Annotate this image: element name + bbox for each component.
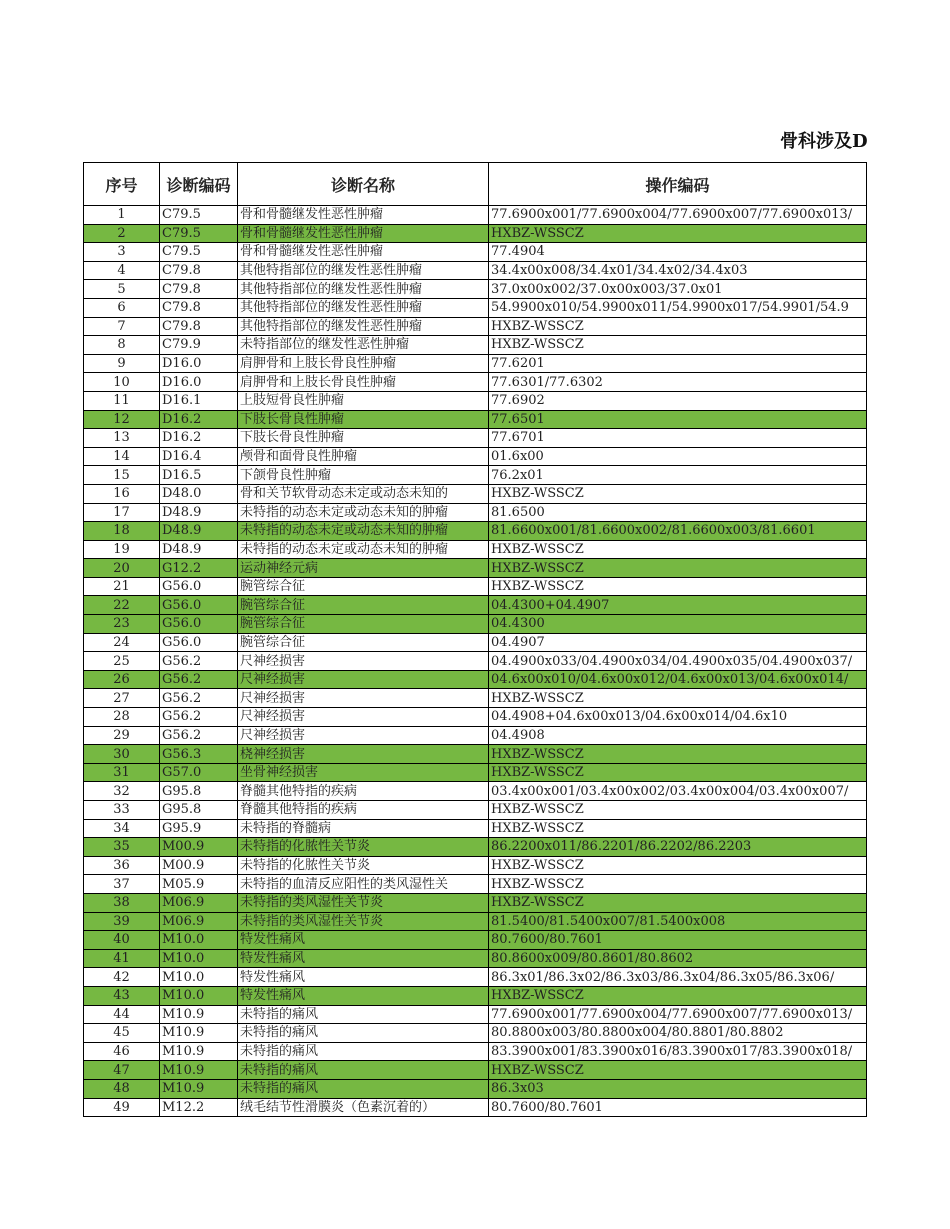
table-row xyxy=(84,615,867,634)
table-body xyxy=(84,206,867,1117)
cell-diagnosis-code: M10.0 xyxy=(160,949,238,968)
cell-operation-code: HXBZ-WSSCZ xyxy=(489,856,867,875)
cell-diagnosis-name: 特发性痛风 xyxy=(238,986,489,1005)
cell-index: 25 xyxy=(84,652,160,671)
table-row xyxy=(84,503,867,522)
cell-operation-code: HXBZ-WSSCZ xyxy=(489,689,867,708)
table-row xyxy=(84,745,867,764)
cell-index: 4 xyxy=(84,261,160,280)
cell-diagnosis-name: 上肢短骨良性肿瘤 xyxy=(238,391,489,410)
table-row xyxy=(84,447,867,466)
cell-diagnosis-name: 未特指的脊髓病 xyxy=(238,819,489,838)
cell-diagnosis-code: C79.5 xyxy=(160,224,238,243)
cell-index: 47 xyxy=(84,1061,160,1080)
table-row xyxy=(84,986,867,1005)
cell-diagnosis-code: G95.9 xyxy=(160,819,238,838)
cell-diagnosis-code: C79.5 xyxy=(160,243,238,262)
cell-index: 17 xyxy=(84,503,160,522)
cell-operation-code: HXBZ-WSSCZ xyxy=(489,336,867,355)
cell-operation-code: HXBZ-WSSCZ xyxy=(489,819,867,838)
table-row xyxy=(84,949,867,968)
table-row xyxy=(84,819,867,838)
cell-diagnosis-name: 腕管综合征 xyxy=(238,633,489,652)
cell-index: 11 xyxy=(84,391,160,410)
cell-index: 42 xyxy=(84,968,160,987)
cell-diagnosis-name: 特发性痛风 xyxy=(238,931,489,950)
cell-diagnosis-code: M10.0 xyxy=(160,931,238,950)
cell-diagnosis-name: 特发性痛风 xyxy=(238,949,489,968)
table-row xyxy=(84,224,867,243)
cell-diagnosis-code: G56.2 xyxy=(160,689,238,708)
cell-diagnosis-name: 尺神经损害 xyxy=(238,652,489,671)
cell-operation-code: HXBZ-WSSCZ xyxy=(489,540,867,559)
cell-operation-code: HXBZ-WSSCZ xyxy=(489,986,867,1005)
cell-diagnosis-code: D16.2 xyxy=(160,410,238,429)
cell-index: 19 xyxy=(84,540,160,559)
cell-operation-code: 54.9900x010/54.9900x011/54.9900x017/54.9901/54.9 xyxy=(489,298,867,317)
cell-operation-code: 04.4300+04.4907 xyxy=(489,596,867,615)
cell-diagnosis-name: 运动神经元病 xyxy=(238,559,489,578)
cell-diagnosis-name: 肩胛骨和上肢长骨良性肿瘤 xyxy=(238,373,489,392)
table-row xyxy=(84,522,867,541)
cell-diagnosis-name: 尺神经损害 xyxy=(238,689,489,708)
table-row xyxy=(84,652,867,671)
cell-operation-code: 03.4x00x001/03.4x00x002/03.4x00x004/03.4x00x007/ xyxy=(489,782,867,801)
cell-operation-code: 77.6902 xyxy=(489,391,867,410)
cell-diagnosis-code: M06.9 xyxy=(160,893,238,912)
cell-diagnosis-name: 下肢长骨良性肿瘤 xyxy=(238,429,489,448)
cell-diagnosis-code: D16.0 xyxy=(160,373,238,392)
table-row xyxy=(84,540,867,559)
cell-operation-code: 04.4907 xyxy=(489,633,867,652)
cell-diagnosis-name: 未特指的动态未定或动态未知的肿瘤 xyxy=(238,540,489,559)
table-row xyxy=(84,298,867,317)
table-row xyxy=(84,763,867,782)
cell-operation-code: 80.8800x003/80.8800x004/80.8801/80.8802 xyxy=(489,1024,867,1043)
cell-operation-code: 81.5400/81.5400x007/81.5400x008 xyxy=(489,912,867,931)
table-row xyxy=(84,243,867,262)
cell-diagnosis-code: D16.5 xyxy=(160,466,238,485)
cell-diagnosis-name: 骨和关节软骨动态未定或动态未知的 xyxy=(238,484,489,503)
cell-index: 21 xyxy=(84,577,160,596)
cell-diagnosis-name: 肩胛骨和上肢长骨良性肿瘤 xyxy=(238,354,489,373)
cell-operation-code: 77.6900x001/77.6900x004/77.6900x007/77.6900x013/ xyxy=(489,206,867,225)
table-row xyxy=(84,856,867,875)
cell-index: 34 xyxy=(84,819,160,838)
cell-diagnosis-name: 未特指的血清反应阳性的类风湿性关 xyxy=(238,875,489,894)
cell-diagnosis-code: C79.8 xyxy=(160,317,238,336)
cell-diagnosis-code: C79.8 xyxy=(160,280,238,299)
cell-diagnosis-code: D48.9 xyxy=(160,522,238,541)
cell-index: 3 xyxy=(84,243,160,262)
cell-diagnosis-name: 其他特指部位的继发性恶性肿瘤 xyxy=(238,280,489,299)
cell-diagnosis-name: 骨和骨髓继发性恶性肿瘤 xyxy=(238,224,489,243)
table-row xyxy=(84,354,867,373)
cell-diagnosis-code: M10.9 xyxy=(160,1042,238,1061)
cell-operation-code: 81.6600x001/81.6600x002/81.6600x003/81.6601 xyxy=(489,522,867,541)
cell-diagnosis-code: D16.0 xyxy=(160,354,238,373)
cell-diagnosis-name: 未特指的化脓性关节炎 xyxy=(238,838,489,857)
cell-index: 15 xyxy=(84,466,160,485)
table-row xyxy=(84,893,867,912)
cell-index: 26 xyxy=(84,670,160,689)
cell-operation-code: 77.6701 xyxy=(489,429,867,448)
page-title: 骨科涉及D xyxy=(780,131,868,151)
cell-diagnosis-name: 未特指的痛风 xyxy=(238,1061,489,1080)
cell-index: 24 xyxy=(84,633,160,652)
table-row xyxy=(84,391,867,410)
cell-index: 35 xyxy=(84,838,160,857)
cell-diagnosis-name: 腕管综合征 xyxy=(238,577,489,596)
cell-diagnosis-name: 其他特指部位的继发性恶性肿瘤 xyxy=(238,317,489,336)
cell-operation-code: HXBZ-WSSCZ xyxy=(489,577,867,596)
cell-operation-code: 04.4908+04.6x00x013/04.6x00x014/04.6x10 xyxy=(489,708,867,727)
cell-index: 16 xyxy=(84,484,160,503)
diagnosis-table xyxy=(83,162,867,1117)
cell-diagnosis-name: 未特指的动态未定或动态未知的肿瘤 xyxy=(238,522,489,541)
cell-diagnosis-name: 下颌骨良性肿瘤 xyxy=(238,466,489,485)
cell-diagnosis-code: D16.1 xyxy=(160,391,238,410)
cell-diagnosis-code: D16.2 xyxy=(160,429,238,448)
cell-diagnosis-code: G56.0 xyxy=(160,596,238,615)
cell-operation-code: 77.6900x001/77.6900x004/77.6900x007/77.6900x013/ xyxy=(489,1005,867,1024)
cell-index: 18 xyxy=(84,522,160,541)
cell-operation-code: 80.8600x009/80.8601/80.8602 xyxy=(489,949,867,968)
cell-operation-code: 77.6201 xyxy=(489,354,867,373)
cell-diagnosis-name: 尺神经损害 xyxy=(238,708,489,727)
table-row xyxy=(84,689,867,708)
cell-index: 30 xyxy=(84,745,160,764)
cell-diagnosis-code: M05.9 xyxy=(160,875,238,894)
table-row xyxy=(84,429,867,448)
cell-operation-code: HXBZ-WSSCZ xyxy=(489,893,867,912)
cell-operation-code: 81.6500 xyxy=(489,503,867,522)
cell-diagnosis-code: G56.3 xyxy=(160,745,238,764)
table-row xyxy=(84,968,867,987)
cell-diagnosis-name: 其他特指部位的继发性恶性肿瘤 xyxy=(238,298,489,317)
table-row xyxy=(84,708,867,727)
table-row xyxy=(84,559,867,578)
cell-diagnosis-name: 骨和骨髓继发性恶性肿瘤 xyxy=(238,206,489,225)
table-row xyxy=(84,317,867,336)
table-row xyxy=(84,912,867,931)
cell-operation-code: 80.7600/80.7601 xyxy=(489,1098,867,1117)
cell-operation-code: 77.4904 xyxy=(489,243,867,262)
table-header-row xyxy=(84,163,867,206)
table-row xyxy=(84,726,867,745)
cell-index: 22 xyxy=(84,596,160,615)
cell-diagnosis-code: G56.0 xyxy=(160,577,238,596)
cell-index: 39 xyxy=(84,912,160,931)
cell-diagnosis-name: 绒毛结节性滑膜炎（色素沉着的） xyxy=(238,1098,489,1117)
cell-diagnosis-code: G56.0 xyxy=(160,615,238,634)
cell-diagnosis-name: 未特指的类风湿性关节炎 xyxy=(238,912,489,931)
cell-diagnosis-code: C79.8 xyxy=(160,298,238,317)
cell-operation-code: HXBZ-WSSCZ xyxy=(489,559,867,578)
cell-index: 10 xyxy=(84,373,160,392)
cell-diagnosis-name: 尺神经损害 xyxy=(238,726,489,745)
cell-diagnosis-code: G95.8 xyxy=(160,801,238,820)
header-operation-code: 操作编码 xyxy=(489,163,867,206)
cell-diagnosis-code: G56.2 xyxy=(160,670,238,689)
cell-diagnosis-code: M06.9 xyxy=(160,912,238,931)
cell-index: 6 xyxy=(84,298,160,317)
cell-diagnosis-name: 未特指的痛风 xyxy=(238,1079,489,1098)
cell-operation-code: HXBZ-WSSCZ xyxy=(489,875,867,894)
cell-index: 32 xyxy=(84,782,160,801)
cell-diagnosis-code: D48.0 xyxy=(160,484,238,503)
cell-operation-code: 86.3x01/86.3x02/86.3x03/86.3x04/86.3x05/86.3x06/ xyxy=(489,968,867,987)
table-row xyxy=(84,670,867,689)
table-row xyxy=(84,1079,867,1098)
cell-diagnosis-code: M10.0 xyxy=(160,986,238,1005)
cell-diagnosis-code: M10.9 xyxy=(160,1061,238,1080)
cell-operation-code: 34.4x00x008/34.4x01/34.4x02/34.4x03 xyxy=(489,261,867,280)
header-index: 序号 xyxy=(84,163,160,206)
table-row xyxy=(84,1042,867,1061)
table-row xyxy=(84,206,867,225)
cell-index: 33 xyxy=(84,801,160,820)
cell-operation-code: 37.0x00x002/37.0x00x003/37.0x01 xyxy=(489,280,867,299)
table-row xyxy=(84,336,867,355)
cell-diagnosis-code: D48.9 xyxy=(160,540,238,559)
cell-diagnosis-name: 未特指的痛风 xyxy=(238,1024,489,1043)
cell-operation-code: HXBZ-WSSCZ xyxy=(489,801,867,820)
cell-diagnosis-code: G95.8 xyxy=(160,782,238,801)
table-row xyxy=(84,838,867,857)
table-row xyxy=(84,931,867,950)
table-row xyxy=(84,466,867,485)
cell-diagnosis-code: C79.8 xyxy=(160,261,238,280)
cell-operation-code: HXBZ-WSSCZ xyxy=(489,317,867,336)
cell-diagnosis-name: 腕管综合征 xyxy=(238,596,489,615)
table-row xyxy=(84,782,867,801)
cell-operation-code: HXBZ-WSSCZ xyxy=(489,224,867,243)
cell-diagnosis-name: 未特指的痛风 xyxy=(238,1005,489,1024)
cell-diagnosis-name: 脊髓其他特指的疾病 xyxy=(238,782,489,801)
cell-operation-code: HXBZ-WSSCZ xyxy=(489,484,867,503)
cell-index: 14 xyxy=(84,447,160,466)
cell-operation-code: 04.6x00x010/04.6x00x012/04.6x00x013/04.6x00x014/ xyxy=(489,670,867,689)
cell-index: 46 xyxy=(84,1042,160,1061)
cell-diagnosis-name: 腕管综合征 xyxy=(238,615,489,634)
cell-diagnosis-code: G56.2 xyxy=(160,726,238,745)
cell-diagnosis-name: 骨和骨髓继发性恶性肿瘤 xyxy=(238,243,489,262)
cell-diagnosis-name: 其他特指部位的继发性恶性肿瘤 xyxy=(238,261,489,280)
cell-diagnosis-code: M00.9 xyxy=(160,838,238,857)
cell-diagnosis-code: M10.0 xyxy=(160,968,238,987)
table-row xyxy=(84,875,867,894)
cell-index: 49 xyxy=(84,1098,160,1117)
cell-diagnosis-name: 未特指部位的继发性恶性肿瘤 xyxy=(238,336,489,355)
cell-diagnosis-code: M10.9 xyxy=(160,1079,238,1098)
cell-index: 38 xyxy=(84,893,160,912)
cell-index: 41 xyxy=(84,949,160,968)
cell-operation-code: 04.4908 xyxy=(489,726,867,745)
cell-operation-code: 86.2200x011/86.2201/86.2202/86.2203 xyxy=(489,838,867,857)
cell-operation-code: 83.3900x001/83.3900x016/83.3900x017/83.3900x018/ xyxy=(489,1042,867,1061)
cell-index: 31 xyxy=(84,763,160,782)
cell-diagnosis-code: C79.5 xyxy=(160,206,238,225)
cell-index: 2 xyxy=(84,224,160,243)
cell-index: 7 xyxy=(84,317,160,336)
cell-operation-code: 76.2x01 xyxy=(489,466,867,485)
cell-index: 44 xyxy=(84,1005,160,1024)
cell-index: 43 xyxy=(84,986,160,1005)
cell-diagnosis-name: 颅骨和面骨良性肿瘤 xyxy=(238,447,489,466)
cell-operation-code: 04.4900x033/04.4900x034/04.4900x035/04.4900x037/ xyxy=(489,652,867,671)
table-row xyxy=(84,280,867,299)
cell-diagnosis-name: 未特指的动态未定或动态未知的肿瘤 xyxy=(238,503,489,522)
cell-index: 1 xyxy=(84,206,160,225)
cell-diagnosis-name: 未特指的痛风 xyxy=(238,1042,489,1061)
table-row xyxy=(84,261,867,280)
cell-diagnosis-name: 未特指的类风湿性关节炎 xyxy=(238,893,489,912)
table-row xyxy=(84,801,867,820)
cell-index: 48 xyxy=(84,1079,160,1098)
cell-operation-code: 86.3x03 xyxy=(489,1079,867,1098)
cell-operation-code: 77.6301/77.6302 xyxy=(489,373,867,392)
cell-diagnosis-code: C79.9 xyxy=(160,336,238,355)
cell-diagnosis-code: D16.4 xyxy=(160,447,238,466)
table-row xyxy=(84,410,867,429)
cell-operation-code: 04.4300 xyxy=(489,615,867,634)
cell-diagnosis-name: 桡神经损害 xyxy=(238,745,489,764)
cell-index: 36 xyxy=(84,856,160,875)
cell-diagnosis-code: G12.2 xyxy=(160,559,238,578)
cell-diagnosis-code: M10.9 xyxy=(160,1024,238,1043)
cell-index: 28 xyxy=(84,708,160,727)
cell-operation-code: HXBZ-WSSCZ xyxy=(489,745,867,764)
cell-index: 40 xyxy=(84,931,160,950)
cell-operation-code: 01.6x00 xyxy=(489,447,867,466)
cell-index: 13 xyxy=(84,429,160,448)
cell-diagnosis-code: M10.9 xyxy=(160,1005,238,1024)
table-row xyxy=(84,1005,867,1024)
cell-diagnosis-name: 下肢长骨良性肿瘤 xyxy=(238,410,489,429)
table-row xyxy=(84,484,867,503)
cell-index: 45 xyxy=(84,1024,160,1043)
cell-index: 23 xyxy=(84,615,160,634)
cell-index: 20 xyxy=(84,559,160,578)
table-row xyxy=(84,1024,867,1043)
cell-index: 12 xyxy=(84,410,160,429)
cell-diagnosis-code: G56.2 xyxy=(160,708,238,727)
table-row xyxy=(84,596,867,615)
cell-index: 8 xyxy=(84,336,160,355)
cell-diagnosis-code: G56.2 xyxy=(160,652,238,671)
cell-diagnosis-code: G57.0 xyxy=(160,763,238,782)
header-diagnosis-name: 诊断名称 xyxy=(238,163,489,206)
cell-index: 37 xyxy=(84,875,160,894)
cell-index: 27 xyxy=(84,689,160,708)
table-row xyxy=(84,577,867,596)
cell-diagnosis-code: M00.9 xyxy=(160,856,238,875)
cell-index: 5 xyxy=(84,280,160,299)
cell-index: 9 xyxy=(84,354,160,373)
header-diagnosis-code: 诊断编码 xyxy=(160,163,238,206)
cell-diagnosis-name: 脊髓其他特指的疾病 xyxy=(238,801,489,820)
cell-diagnosis-code: G56.0 xyxy=(160,633,238,652)
cell-diagnosis-name: 未特指的化脓性关节炎 xyxy=(238,856,489,875)
table-row xyxy=(84,373,867,392)
cell-diagnosis-name: 特发性痛风 xyxy=(238,968,489,987)
table-row xyxy=(84,1098,867,1117)
cell-operation-code: HXBZ-WSSCZ xyxy=(489,763,867,782)
cell-operation-code: 80.7600/80.7601 xyxy=(489,931,867,950)
cell-index: 29 xyxy=(84,726,160,745)
cell-operation-code: HXBZ-WSSCZ xyxy=(489,1061,867,1080)
cell-diagnosis-name: 坐骨神经损害 xyxy=(238,763,489,782)
table-row xyxy=(84,1061,867,1080)
cell-diagnosis-name: 尺神经损害 xyxy=(238,670,489,689)
cell-operation-code: 77.6501 xyxy=(489,410,867,429)
cell-diagnosis-code: M12.2 xyxy=(160,1098,238,1117)
table-row xyxy=(84,633,867,652)
cell-diagnosis-code: D48.9 xyxy=(160,503,238,522)
